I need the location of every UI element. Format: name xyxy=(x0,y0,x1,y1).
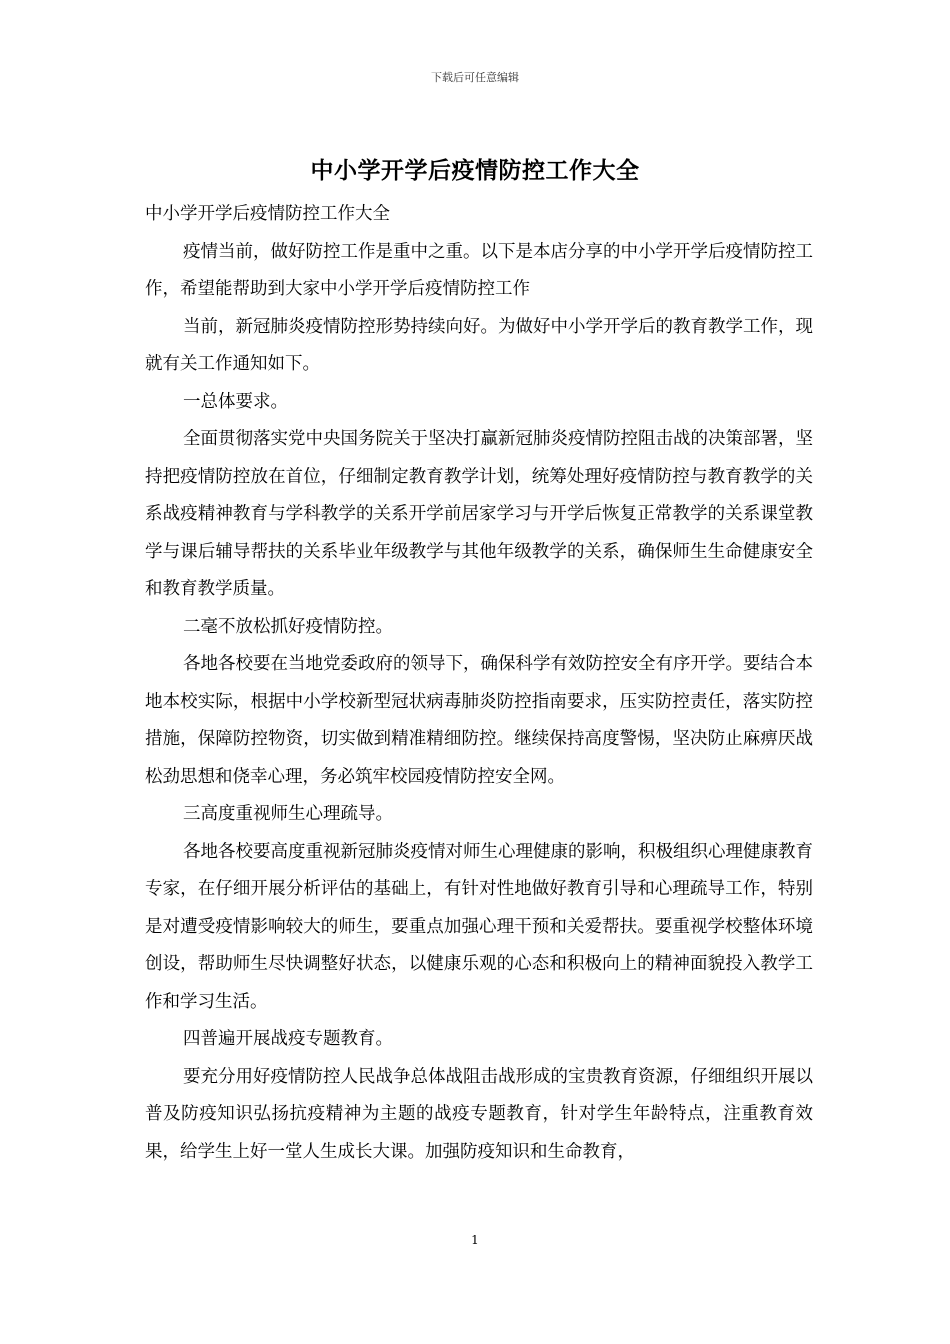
body-paragraph: 疫情当前，做好防控工作是重中之重。以下是本店分享的中小学开学后疫情防控工作，希望能帮助到大家中小学开学后疫情防控工作 xyxy=(145,241,813,299)
section-heading: 三高度重视师生心理疏导。 xyxy=(183,804,393,824)
document-title: 中小学开学后疫情防控工作大全 xyxy=(310,157,640,184)
body-paragraph: 各地各校要在当地党委政府的领导下，确保科学有效防控安全有序开学。要结合本地本校实际，根据中小学校新型冠状病毒肺炎防控指南要求，压实防控责任，落实防控措施，保障防控物资，切实做到精准精细防控。继续保持高度警惕，坚决防止麻痹厌战松劲思想和侥幸心理，务必筑牢校园疫情防控安全网。 xyxy=(145,654,813,787)
body-paragraph: 全面贯彻落实党中央国务院关于坚决打赢新冠肺炎疫情防控阻击战的决策部署，坚持把疫情防控放在首位，仔细制定教育教学计划，统筹处理好疫情防控与教育教学的关系战疫精神教育与学科教学的关系开学前居家学习与开学后恢复正常教学的关系课堂教学与课后辅导帮扶的关系毕业年级教学与其他年级教学的关系，确保师生生命健康安全和教育教学质量。 xyxy=(145,429,813,599)
subtitle-paragraph: 中小学开学后疫情防控工作大全 xyxy=(145,204,390,224)
page-header: 下载后可任意编辑 xyxy=(431,71,519,84)
body-paragraph: 要充分用好疫情防控人民战争总体战阻击战形成的宝贵教育资源，仔细组织开展以普及防疫知识弘扬抗疫精神为主题的战疫专题教育，针对学生年龄特点，注重教育效果，给学生上好一堂人生成长大课。加强防疫知识和生命教育， xyxy=(145,1066,813,1162)
section-heading: 二毫不放松抓好疫情防控。 xyxy=(183,616,393,637)
section-heading: 一总体要求。 xyxy=(183,391,288,412)
body-paragraph: 各地各校要高度重视新冠肺炎疫情对师生心理健康的影响，积极组织心理健康教育专家，在仔细开展分析评估的基础上，有针对性地做好教育引导和心理疏导工作，特别是对遭受疫情影响较大的师生，要重点加强心理干预和关爱帮扶。要重视学校整体环境创设，帮助师生尽快调整好状态，以健康乐观的心态和积极向上的精神面貌投入教学工作和学习生活。 xyxy=(145,841,813,1012)
document-body xyxy=(145,196,813,1171)
body-paragraph: 当前，新冠肺炎疫情防控形势持续向好。为做好中小学开学后的教育教学工作，现就有关工作通知如下。 xyxy=(145,316,813,374)
page-number: 1 xyxy=(471,1233,479,1247)
section-heading: 四普遍开展战疫专题教育。 xyxy=(183,1029,393,1049)
